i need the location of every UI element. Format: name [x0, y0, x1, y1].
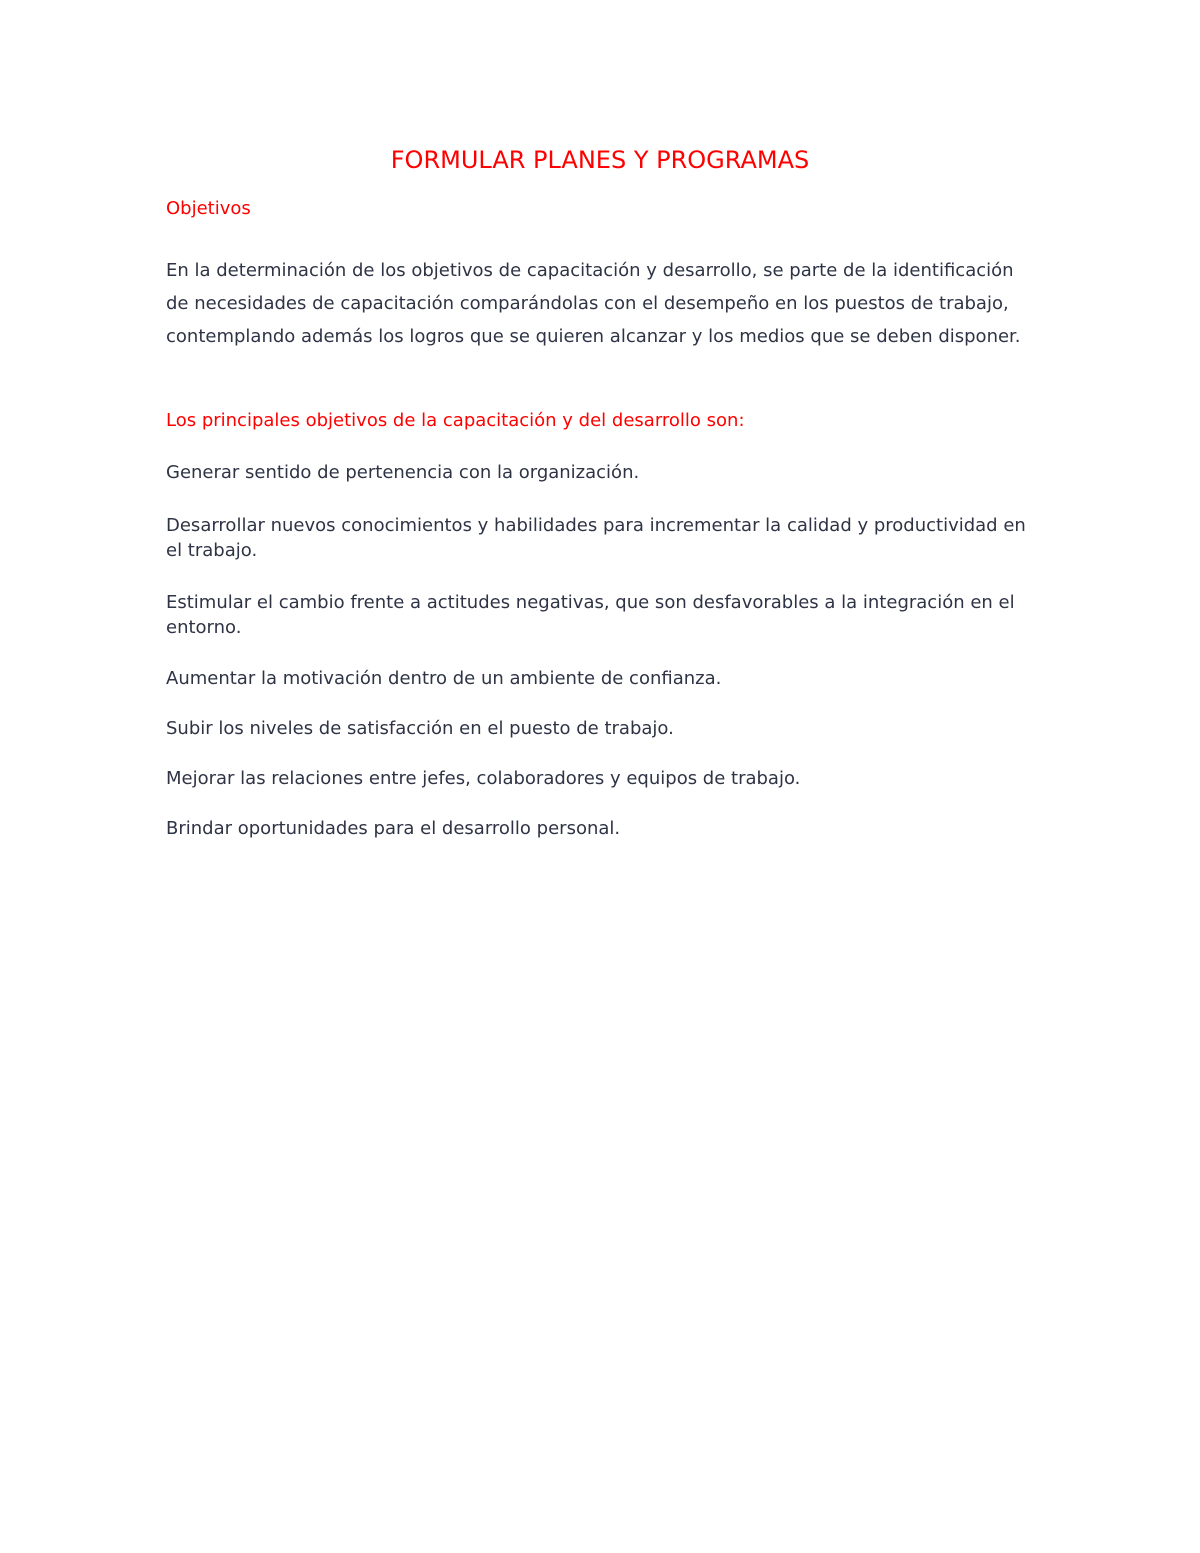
objective-item: Generar sentido de pertenencia con la organización.	[166, 462, 640, 483]
objective-item: Estimular el cambio frente a actitudes negativas, que son desfavorables a la integración en el entorno.	[166, 592, 1015, 638]
objective-item: Brindar oportunidades para el desarrollo personal.	[166, 818, 621, 839]
page-title: FORMULAR PLANES Y PROGRAMAS	[390, 146, 810, 174]
objective-item: Aumentar la motivación dentro de un ambiente de confianza.	[166, 668, 722, 689]
objective-item: Mejorar las relaciones entre jefes, colaboradores y equipos de trabajo.	[166, 768, 801, 789]
section-heading: Objetivos	[166, 198, 251, 219]
objectives-lead: Los principales objetivos de la capacitación y del desarrollo son:	[166, 410, 745, 431]
intro-paragraph: En la determinación de los objetivos de capacitación y desarrollo, se parte de la identificación de necesidades de capacitación comparándolas con el desempeño en los puestos de trabajo, contemplando además los logros que se quieren alcanzar y los medios que se deben disponer.	[166, 260, 1021, 347]
objective-item: Subir los niveles de satisfacción en el puesto de trabajo.	[166, 718, 674, 739]
objective-item: Desarrollar nuevos conocimientos y habilidades para incrementar la calidad y productividad en el trabajo.	[166, 515, 1026, 561]
